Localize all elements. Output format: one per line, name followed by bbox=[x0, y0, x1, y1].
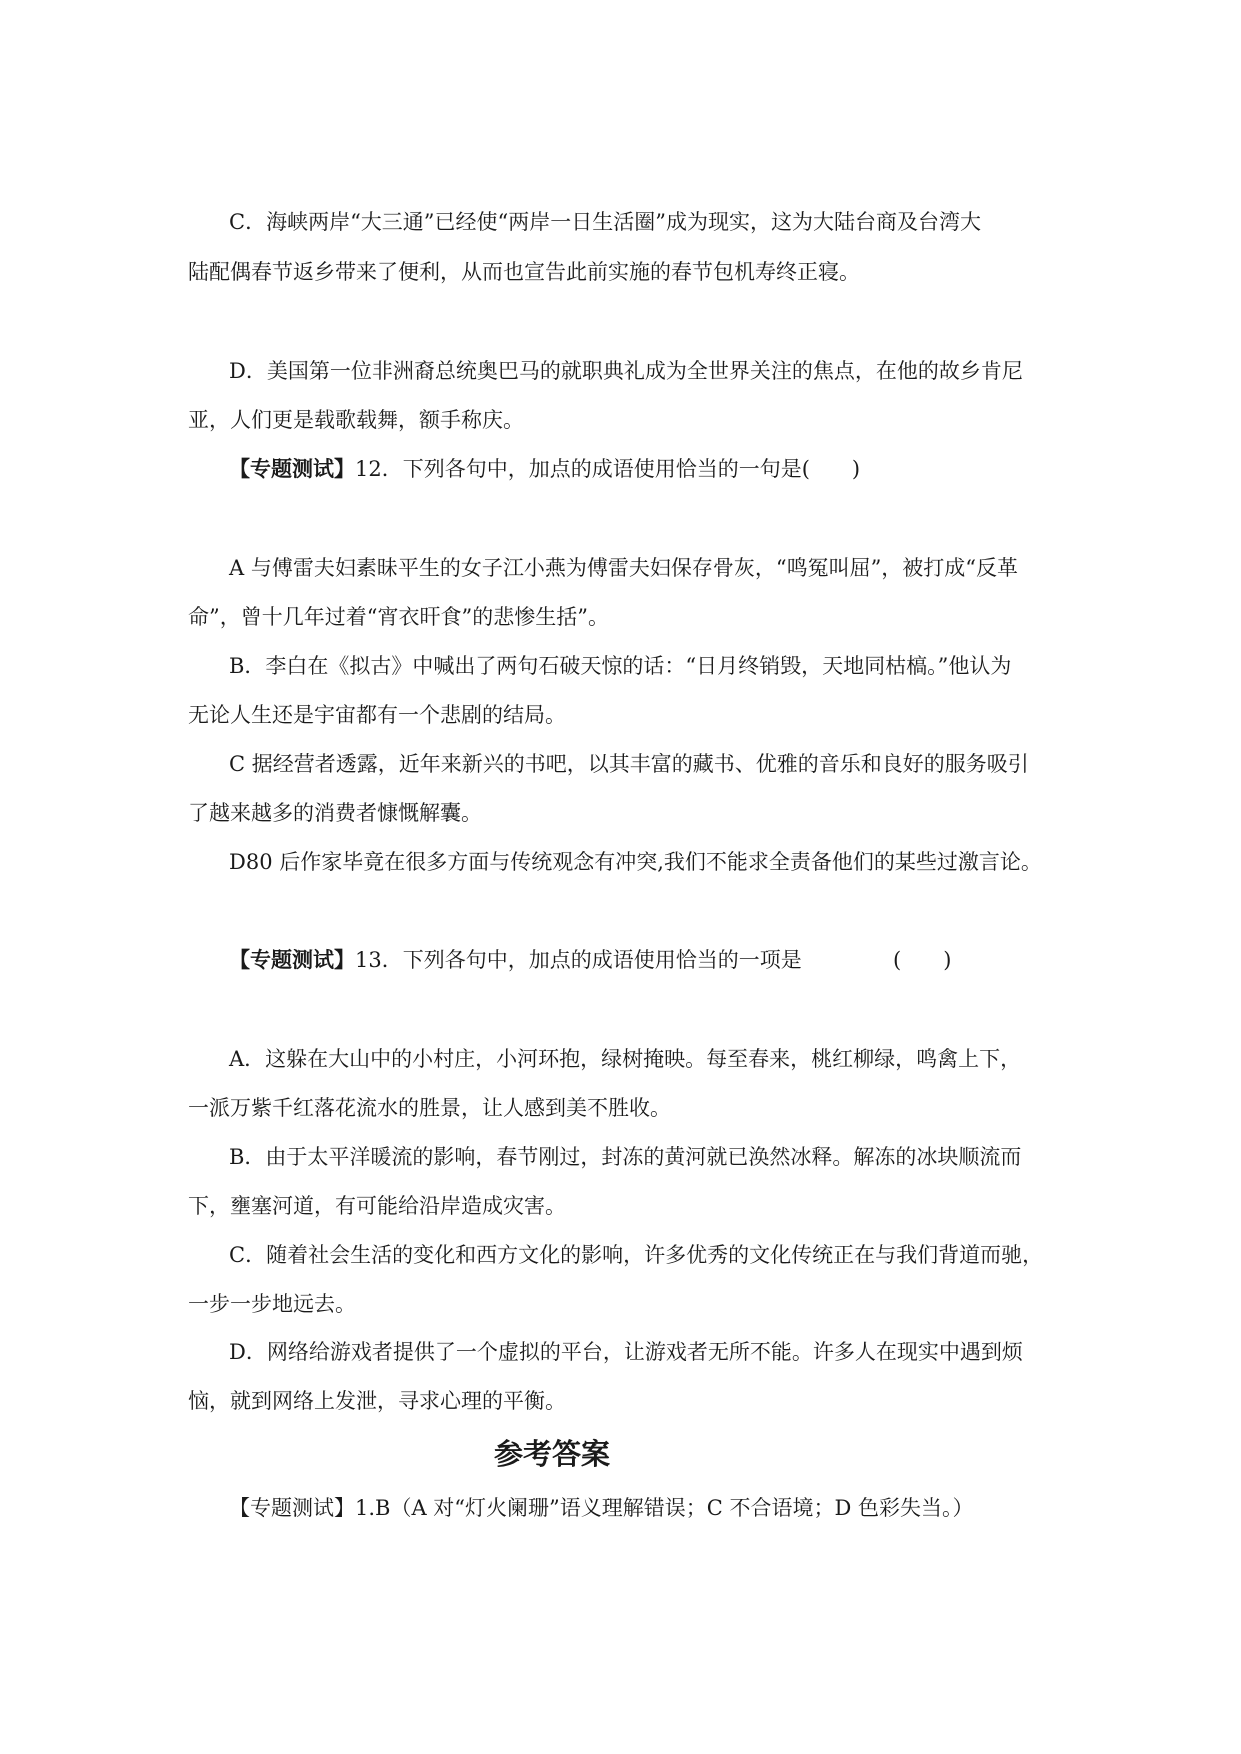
q12-option-a-line1: A 与傅雷夫妇素昧平生的女子江小燕为傅雷夫妇保存骨灰，“鸣冤叫屈”，被打成“反革 bbox=[229, 556, 1019, 580]
q13-option-b-line1: B．由于太平洋暖流的影响，春节刚过，封冻的黄河就已涣然冰释。解冻的冰块顺流而 bbox=[229, 1145, 1022, 1169]
q13-option-a-line2: 一派万紫千红落花流水的胜景，让人感到美不胜收。 bbox=[188, 1096, 671, 1120]
q13-option-c-line1: C．随着社会生活的变化和西方文化的影响，许多优秀的文化传统正在与我们背道而驰， bbox=[229, 1243, 1044, 1267]
q12-option-a-line2: 命”，曾十几年过着“宵衣旰食”的悲惨生括”。 bbox=[188, 605, 609, 629]
q13-stem-text: 13．下列各句中，加点的成语使用恰当的一项是 bbox=[355, 948, 802, 972]
answer-tag: 【专题测试】 bbox=[229, 1496, 355, 1520]
q13-question-stem bbox=[229, 946, 802, 974]
q12-option-b-line2: 无论人生还是宇宙都有一个悲剧的结局。 bbox=[188, 703, 566, 727]
answers-heading: 参考答案 bbox=[494, 1437, 611, 1471]
q12-option-c-line2: 了越来越多的消费者慷慨解囊。 bbox=[188, 801, 482, 825]
q13-option-a-line1: A．这躲在大山中的小村庄，小河环抱，绿树掩映。每至春来，桃红柳绿，鸣禽上下， bbox=[229, 1047, 1022, 1071]
q13-option-c-line2: 一步一步地远去。 bbox=[188, 1292, 356, 1316]
q12-tag: 【专题测试】 bbox=[229, 457, 355, 481]
q13-tag: 【专题测试】 bbox=[229, 948, 355, 972]
q12-option-c-line1: C 据经营者透露，近年来新兴的书吧，以其丰富的藏书、优雅的音乐和良好的服务吸引 bbox=[229, 752, 1029, 776]
q12-option-b-line1: B．李白在《拟古》中喊出了两句石破天惊的话：“日月终销毁，天地同枯槁。”他认为 bbox=[229, 654, 1012, 678]
q12-option-d-line1: D80 后作家毕竟在很多方面与传统观念有冲突,我们不能求全责备他们的某些过激言论。 bbox=[229, 850, 1042, 874]
q13-option-b-line2: 下，壅塞河道，有可能给沿岸造成灾害。 bbox=[188, 1194, 566, 1218]
q12-stem-text: 12．下列各句中，加点的成语使用恰当的一句是( ) bbox=[355, 457, 861, 481]
answer-item-1-text: 1.B（A 对“灯火阑珊”语义理解错误；C 不合语境；D 色彩失当。） bbox=[355, 1496, 974, 1520]
q12-question-stem bbox=[229, 455, 860, 483]
q11-option-c-line2: 陆配偶春节返乡带来了便利，从而也宣告此前实施的春节包机寿终正寝。 bbox=[188, 260, 860, 284]
q11-option-c-line1: C．海峡两岸“大三通”已经使“两岸一日生活圈”成为现实，这为大陆台商及台湾大 bbox=[229, 210, 982, 234]
q13-option-d-line2: 恼，就到网络上发泄，寻求心理的平衡。 bbox=[188, 1389, 566, 1413]
q13-option-d-line1: D．网络给游戏者提供了一个虚拟的平台，让游戏者无所不能。许多人在现实中遇到烦 bbox=[229, 1340, 1023, 1364]
q11-option-d-line1: D．美国第一位非洲裔总统奥巴马的就职典礼成为全世界关注的焦点，在他的故乡肯尼 bbox=[229, 359, 1023, 383]
answer-item-1 bbox=[229, 1494, 974, 1522]
q11-option-d-line2: 亚，人们更是载歌载舞，额手称庆。 bbox=[188, 408, 524, 432]
q13-answer-parentheses: ( ) bbox=[893, 948, 952, 972]
